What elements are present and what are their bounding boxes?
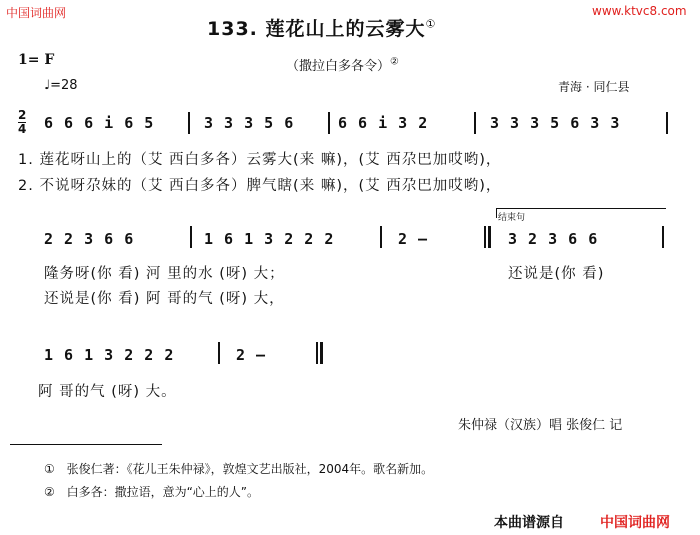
s1-lyric-verse-1: 1. 莲花呀山上的（艾 西白多各）云雾大(来 嘛)，(艾 西尕巴加哎哟)， bbox=[18, 152, 502, 168]
s3-lyric: 阿 哥的气 (呀) 大。 bbox=[38, 384, 177, 400]
barline bbox=[190, 226, 192, 248]
song-title-text: 133. 莲花山上的云雾大 bbox=[207, 18, 426, 40]
barline bbox=[666, 112, 668, 134]
time-signature bbox=[18, 110, 26, 135]
repeat-barline-thin bbox=[484, 226, 486, 248]
time-signature-bottom: 4 bbox=[18, 122, 27, 136]
watermark-right: www.ktvc8.com bbox=[592, 4, 687, 18]
s2-lyric-verse-1: 隆务呀(你 看) 河 里的水 (呀) 大； bbox=[44, 266, 285, 282]
s1-measure-3: 6 6 i 3 2 bbox=[338, 114, 429, 132]
ending-label: 结束句 bbox=[498, 213, 526, 223]
barline bbox=[218, 342, 220, 364]
s1-measure-2: 3 3 3 5 6 bbox=[204, 114, 295, 132]
footnote-2-text: 白多各：撒拉语，意为“心上的人”。 bbox=[66, 485, 260, 499]
s2-measure-2: 1 6 1 3 2 2 2 bbox=[204, 230, 335, 248]
s3-measure-1: 1 6 1 3 2 2 2 bbox=[44, 346, 175, 364]
song-title bbox=[207, 14, 436, 41]
barline bbox=[188, 112, 190, 134]
footnote-2-mark: ② bbox=[44, 485, 55, 499]
s3-measure-2: 2 – bbox=[236, 346, 267, 364]
footnote-1-mark: ① bbox=[44, 462, 55, 476]
performer-credit: 朱仲禄（汉族）唱 张俊仁 记 bbox=[458, 418, 623, 433]
barline bbox=[380, 226, 382, 248]
barline bbox=[474, 112, 476, 134]
watermark-bottom: 中国词曲网 bbox=[600, 515, 670, 531]
s2-lyric-verse-2: 还说是(你 看) 阿 哥的气 (呀) 大， bbox=[44, 291, 285, 307]
ending-bracket bbox=[496, 208, 666, 209]
time-signature-top: 2 bbox=[18, 108, 27, 122]
song-subtitle-text: （撒拉白多各令） bbox=[286, 59, 391, 74]
s2-measure-1: 2 2 3 6 6 bbox=[44, 230, 135, 248]
footnote-1-text: 张俊仁著：《花儿王朱仲禄》，敦煌文艺出版社，2004年。歌名新加。 bbox=[66, 462, 434, 476]
footnote-2 bbox=[44, 483, 259, 500]
barline bbox=[328, 112, 330, 134]
repeat-barline-thick bbox=[488, 226, 491, 248]
s1-lyric-verse-2: 2. 不说呀尕妹的（艾 西白多各）脾气瞎(来 嘛)，(艾 西尕巴加哎哟)， bbox=[18, 178, 502, 194]
title-footnote-mark: ① bbox=[425, 17, 437, 31]
song-subtitle bbox=[286, 55, 399, 74]
watermark-left: 中国词曲网 bbox=[6, 6, 67, 20]
s2-lyric-ending: 还说是(你 看) bbox=[508, 266, 605, 282]
s1-measure-4: 3 3 3 5 6 3 3 bbox=[490, 114, 621, 132]
key-signature: 1= F bbox=[18, 52, 55, 68]
ending-bracket-tick bbox=[496, 208, 497, 218]
s2-measure-3: 2 – bbox=[398, 230, 429, 248]
footnote-separator bbox=[10, 444, 162, 445]
region-label: 青海 · 同仁县 bbox=[558, 80, 630, 94]
subtitle-footnote-mark: ② bbox=[390, 56, 399, 68]
footnote-1 bbox=[44, 460, 433, 477]
s1-measure-1: 6 6 6 i 6 5 bbox=[44, 114, 155, 132]
final-barline-thick bbox=[320, 342, 323, 364]
tempo-mark: ♩=28 bbox=[44, 78, 78, 93]
final-barline-thin bbox=[316, 342, 318, 364]
source-label: 本曲谱源自 bbox=[494, 515, 564, 531]
barline bbox=[662, 226, 664, 248]
s2-measure-4: 3 2 3 6 6 bbox=[508, 230, 599, 248]
